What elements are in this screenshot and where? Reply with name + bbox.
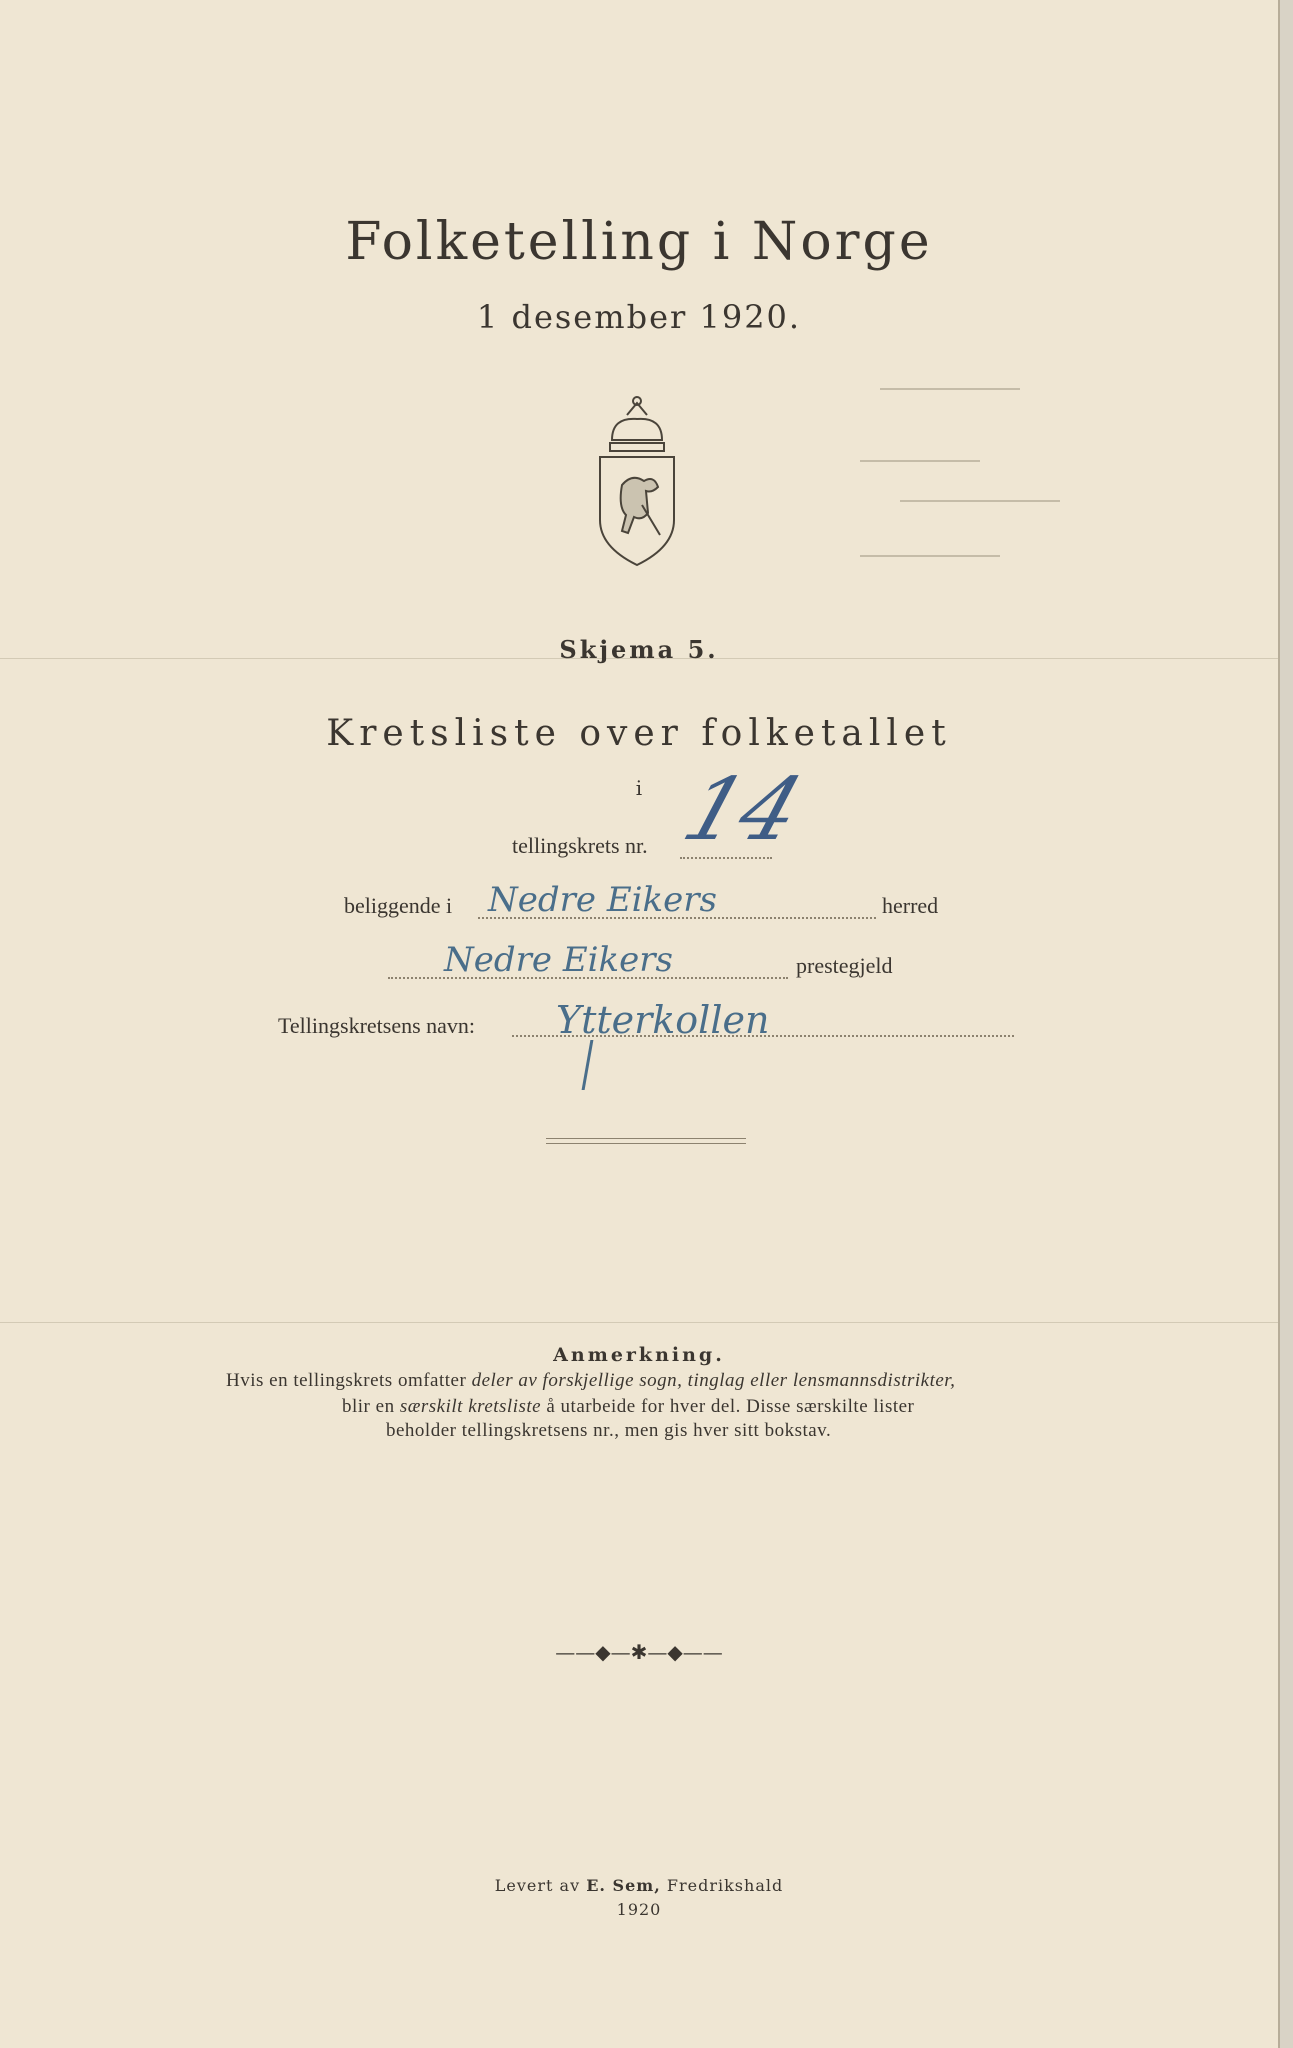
- beliggende-value: Nedre Eikers: [488, 880, 717, 920]
- divider-rule-top: [546, 1138, 746, 1139]
- preposition-i: i: [635, 776, 643, 800]
- prestegjeld-value: Nedre Eikers: [444, 940, 673, 980]
- bleed-through-mark: [860, 460, 980, 462]
- note-line-1-plain: Hvis en tellingskrets omfatter: [226, 1370, 472, 1391]
- herred-label: herred: [882, 893, 939, 918]
- note-title: Anmerkning.: [553, 1344, 725, 1366]
- note-line-2-plain-a: blir en: [342, 1396, 400, 1417]
- document-title: Folketelling i Norge: [345, 212, 933, 272]
- printer-year: 1920: [616, 1900, 662, 1919]
- note-line-2-italic: særskilt kretsliste: [399, 1396, 542, 1417]
- prestegjeld-label: prestegjeld: [796, 953, 893, 978]
- navn-value: Ytterkollen: [556, 998, 770, 1042]
- krets-number-value: 14: [671, 760, 814, 860]
- divider-rule-bottom: [546, 1143, 746, 1144]
- navn-label: Tellingskretsens navn:: [278, 1013, 476, 1038]
- note-line-2: [342, 1396, 914, 1418]
- note-line-1-italic: deler av forskjellige sogn, tinglag eller lensmannsdistrikter,: [471, 1370, 956, 1391]
- fold-line-lower: [0, 1322, 1278, 1323]
- form-heading: Kretsliste over folketallet: [326, 713, 952, 754]
- printer-prefix: Levert av: [494, 1876, 587, 1895]
- navn-value-descender: [582, 1040, 600, 1090]
- note-line-3: beholder tellingskretsens nr., men gis hver sitt bokstav.: [386, 1420, 832, 1441]
- note-line-2-plain-c: å utarbeide for hver del. Disse særskilte lister: [541, 1396, 915, 1417]
- schema-number: Skjema 5.: [559, 635, 719, 664]
- printer-line: [0, 1876, 1278, 1895]
- printer-name: E. Sem,: [586, 1876, 661, 1895]
- beliggende-label: beliggende i: [344, 893, 453, 918]
- norwegian-coat-of-arms-icon: [592, 395, 682, 570]
- ornament-divider: ——◆—✱—◆——: [555, 1640, 723, 1664]
- krets-number-label: tellingskrets nr.: [512, 833, 648, 858]
- printer-city: Fredrikshald: [660, 1876, 784, 1895]
- bleed-through-mark: [860, 555, 1000, 557]
- bleed-through-mark: [880, 388, 1020, 390]
- note-line-1: [226, 1370, 955, 1392]
- census-date: 1 desember 1920.: [476, 298, 802, 336]
- bleed-through-mark: [900, 500, 1060, 502]
